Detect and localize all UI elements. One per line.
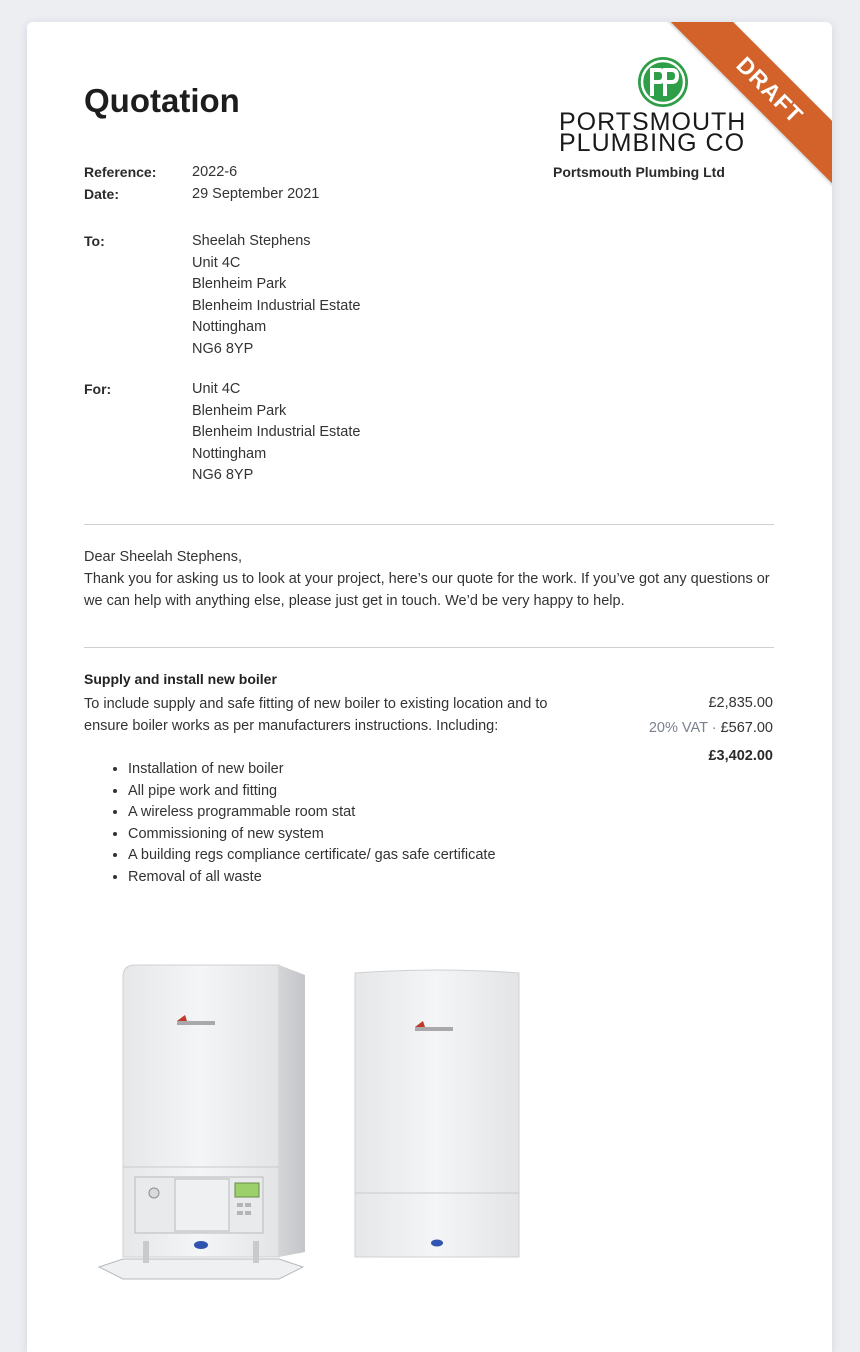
item-price: £2,835.00 bbox=[708, 695, 773, 711]
list-item: • Commissioning of new system bbox=[128, 824, 496, 846]
cover-letter bbox=[84, 546, 784, 612]
divider bbox=[84, 647, 774, 648]
item-images bbox=[93, 957, 553, 1287]
item-vat bbox=[649, 720, 773, 736]
item-total: £3,402.00 bbox=[708, 748, 773, 764]
item-description: To include supply and safe fitting of new boiler to existing location and to ensure boiler works as per manufacturers instructions. Including: bbox=[84, 696, 548, 734]
item-inclusions-list bbox=[84, 759, 496, 888]
vat-label: 20% VAT bbox=[648, 720, 708, 736]
vat-amount: £567.00 bbox=[720, 720, 773, 736]
svg-text:PORTSMOUTH: PORTSMOUTH bbox=[559, 108, 747, 136]
list-item: • A wireless programmable room stat bbox=[128, 802, 496, 824]
address-line: Unit 4C bbox=[192, 254, 241, 271]
company-name: Portsmouth Plumbing Ltd bbox=[553, 164, 725, 180]
for-address bbox=[192, 379, 360, 487]
reference-value: 2022-6 bbox=[192, 164, 238, 180]
address-line: Blenheim Industrial Estate bbox=[192, 424, 361, 440]
letter-greeting: Dear Sheelah Stephens, bbox=[84, 549, 242, 565]
list-item: • Installation of new boiler bbox=[128, 759, 496, 781]
list-item: • Removal of all waste bbox=[128, 867, 496, 889]
address-line: Blenheim Park bbox=[192, 402, 287, 419]
vat-separator: · bbox=[707, 720, 721, 736]
date-value: 29 September 2021 bbox=[192, 186, 320, 202]
reference-label: Reference: bbox=[84, 164, 157, 180]
list-item: • All pipe work and fitting bbox=[128, 781, 496, 803]
to-label: To: bbox=[84, 233, 105, 249]
address-line: Nottingham bbox=[192, 319, 267, 335]
address-line: Blenheim Park bbox=[192, 276, 287, 292]
list-item: • A building regs compliance certificate/ gas safe certificate bbox=[128, 845, 496, 867]
letter-body: Thank you for asking us to look at your project, here’s our quote for the work. If you’ve got any questions or we can help with anything else, please just get in touch. We’d be very happy to help. bbox=[84, 571, 770, 609]
address-line: Nottingham bbox=[192, 445, 267, 462]
address-line: Sheelah Stephens bbox=[192, 233, 311, 249]
address-line: NG6 8YP bbox=[192, 467, 254, 483]
address-line: Blenheim Industrial Estate bbox=[192, 297, 361, 314]
quotation-page bbox=[27, 22, 832, 1352]
date-label: Date: bbox=[84, 186, 120, 202]
draft-ribbon: DRAFT bbox=[659, 22, 832, 201]
page-title: Quotation bbox=[84, 82, 240, 119]
boiler-open-icon bbox=[99, 965, 305, 1279]
divider bbox=[84, 524, 774, 525]
boiler-closed-icon bbox=[355, 970, 519, 1257]
svg-text:PLUMBING CO: PLUMBING CO bbox=[559, 129, 746, 156]
to-address bbox=[192, 231, 360, 360]
item-title: Supply and install new boiler bbox=[84, 671, 277, 687]
for-label: For: bbox=[84, 381, 112, 397]
address-line: NG6 8YP bbox=[192, 340, 254, 357]
address-line: Unit 4C bbox=[192, 381, 241, 397]
